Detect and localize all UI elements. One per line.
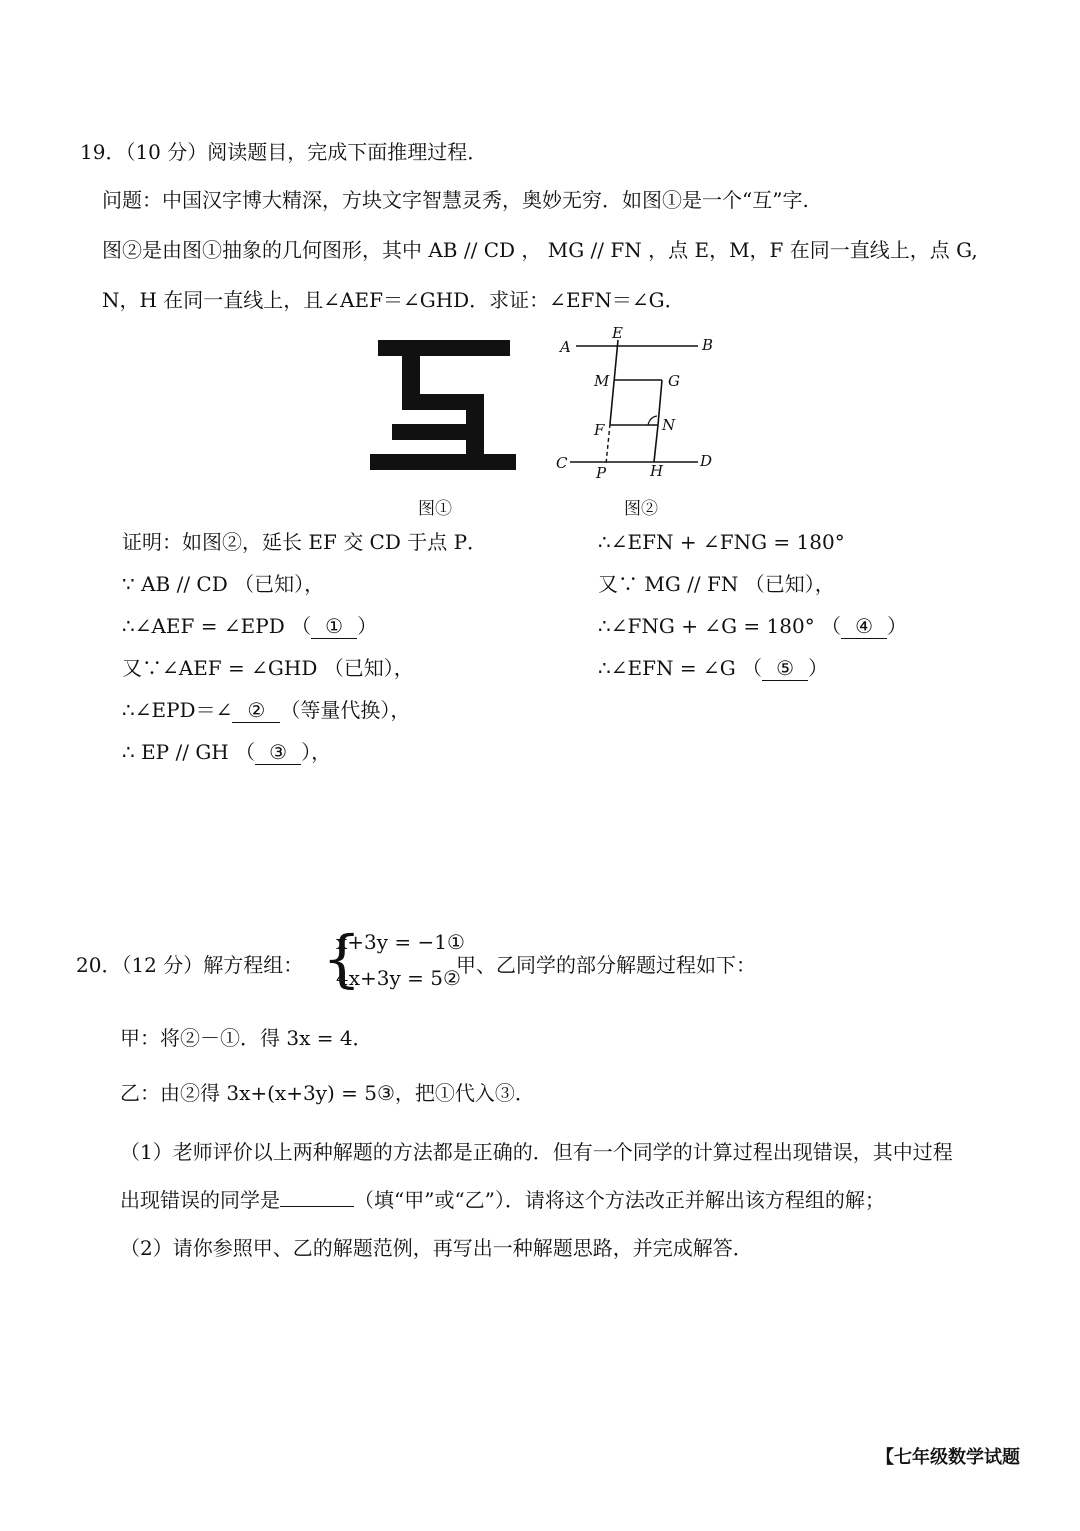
- q20-yi: 乙：由②得 3x+(x+3y) = 5③，把①代入③．: [120, 1081, 535, 1105]
- proof-right-line-4: [598, 654, 828, 682]
- proof-right-line-2: [598, 570, 835, 598]
- proof-text: ）: [887, 614, 908, 638]
- proof-text: ）: [357, 614, 378, 638]
- fig2-label-h: H: [650, 462, 664, 480]
- proof-right-line-3: [598, 612, 907, 640]
- proof-text: ∴∠EPD＝∠: [122, 698, 233, 722]
- part1-text: 出现错误的同学是: [120, 1188, 280, 1212]
- blank-2[interactable]: ②: [232, 698, 280, 723]
- proof-text: 证明：如图②，延长 EF 交 CD 于点 P．: [122, 530, 488, 554]
- proof-left-line-6: [122, 738, 331, 766]
- blank-4[interactable]: ④: [841, 614, 887, 639]
- proof-text: 又∵∠AEF = ∠GHD （已知），: [122, 656, 414, 680]
- fig2-label-g: G: [668, 372, 680, 390]
- proof-text: ）: [808, 656, 829, 680]
- fig2-label-n: N: [662, 416, 676, 434]
- proof-text: ∴∠AEF = ∠EPD （: [122, 614, 312, 638]
- blank-3[interactable]: ③: [255, 740, 301, 765]
- fig2-label-b: B: [702, 336, 714, 354]
- fig2-label-e: E: [612, 324, 623, 342]
- q20-part1-line2: [120, 1186, 885, 1214]
- equation-1: x+3y = −1①: [336, 930, 465, 954]
- part1-text: （填“甲”或“乙”）．请将这个方法改正并解出该方程组的解；: [354, 1188, 885, 1212]
- q20-header-after: 甲、乙同学的部分解题过程如下：: [456, 953, 756, 977]
- q19-problem-line3: N，H 在同一直线上，且∠AEF＝∠GHD．求证：∠EFN＝∠G．: [102, 288, 685, 312]
- proof-left-line-3: [122, 612, 377, 640]
- fig2-label-d: D: [700, 452, 713, 470]
- q20-header: [76, 951, 303, 979]
- proof-text: ），: [301, 740, 332, 764]
- figure-1-caption: 图①: [418, 499, 452, 519]
- q19-title: （10 分）阅读题目，完成下面推理过程．: [125, 140, 488, 164]
- proof-right-line-1: [598, 528, 845, 556]
- proof-left-line-1: [122, 528, 487, 556]
- proof-left-line-4: [122, 654, 414, 682]
- q20-title: （12 分）解方程组：: [121, 953, 304, 977]
- page-footer: 【七年级数学试题: [876, 1447, 1020, 1468]
- proof-text: ∴∠FNG + ∠G = 180° （: [598, 614, 842, 638]
- q20-part2: （2）请你参照甲、乙的解题范例，再写出一种解题思路，并完成解答．: [120, 1236, 753, 1260]
- figure-2-caption: 图②: [624, 499, 658, 519]
- proof-text: ∵ AB // CD （已知），: [122, 572, 325, 596]
- proof-text: 又∵ MG // FN （已知），: [598, 572, 835, 596]
- blank-5[interactable]: ⑤: [762, 656, 808, 681]
- fig2-label-f: F: [594, 421, 605, 439]
- figure-1-hu-character: [370, 336, 518, 472]
- fig2-label-a: A: [560, 338, 571, 356]
- equation-2: 4x+3y = 5②: [336, 966, 461, 990]
- proof-left-line-5: [122, 696, 410, 724]
- fig2-label-c: C: [556, 454, 568, 472]
- proof-text: ∴∠EFN + ∠FNG = 180°: [598, 530, 845, 554]
- proof-left-line-2: [122, 570, 324, 598]
- q19-problem-line2: 图②是由图①抽象的几何图形，其中 AB // CD ， MG // FN ，点 E，M，F 在同一直线上，点 G,: [102, 238, 978, 262]
- q20-part1-line1: （1）老师评价以上两种解题的方法都是正确的．但有一个同学的计算过程出现错误，其中过程: [120, 1140, 953, 1164]
- figure-2-geometry: [548, 322, 728, 492]
- fig2-label-p: P: [596, 464, 607, 482]
- brace-icon: {: [322, 922, 362, 995]
- answer-blank[interactable]: [280, 1206, 354, 1207]
- q20-jia: 甲：将②－①．得 3x = 4．: [120, 1026, 373, 1050]
- proof-text: ∴ EP // GH （: [122, 740, 256, 764]
- q19-problem-line1: 问题：中国汉字博大精深，方块文字智慧灵秀，奥妙无穷．如图①是一个“互”字.: [102, 188, 809, 212]
- q19-header: [80, 138, 487, 166]
- blank-1[interactable]: ①: [311, 614, 357, 639]
- q20-number: 20．: [76, 953, 122, 977]
- proof-text: ∴∠EFN = ∠G （: [598, 656, 763, 680]
- fig2-label-m: M: [594, 372, 610, 390]
- q19-number: 19．: [80, 140, 126, 164]
- proof-text: （等量代换），: [280, 698, 411, 722]
